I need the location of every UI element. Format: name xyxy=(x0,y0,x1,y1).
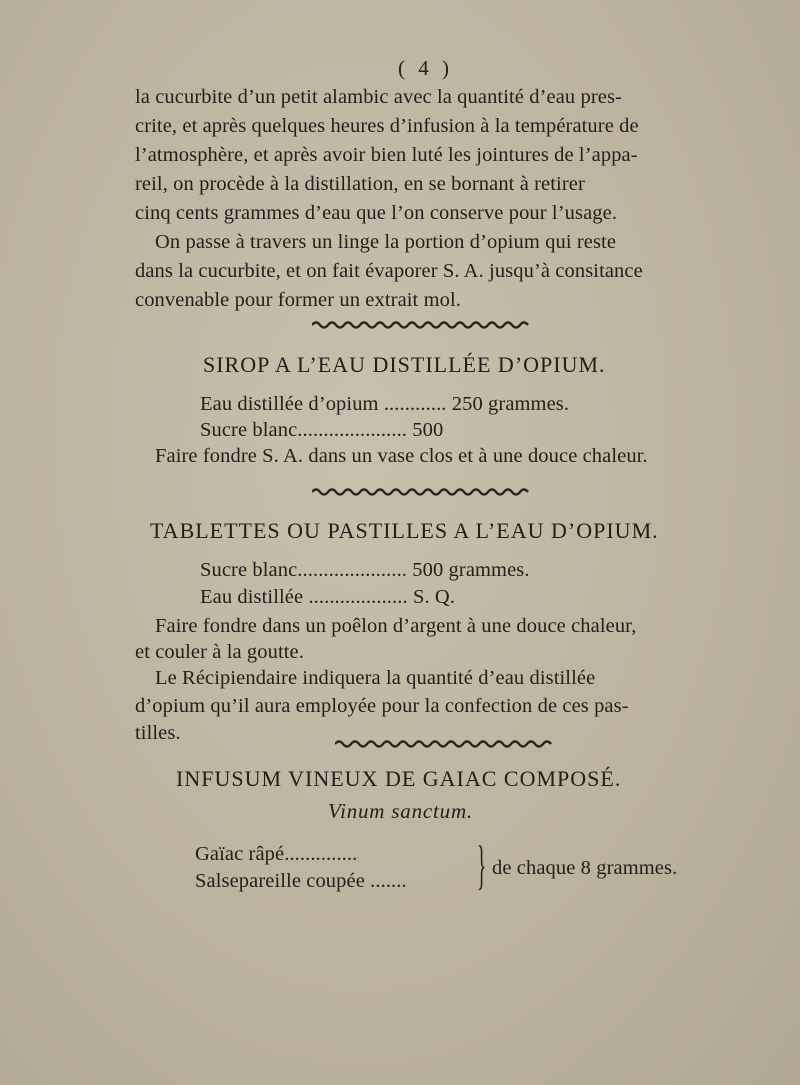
tablettes-text-1: Faire fondre dans un poêlon d’argent à une douce chaleur, xyxy=(155,615,637,637)
section-title-tablettes: TABLETTES OU PASTILLES A L’EAU D’OPIUM. xyxy=(150,518,659,543)
ornamental-rule-3 xyxy=(335,739,553,749)
tablettes-text-3: Le Récipiendaire indiquera la quantité d’eau distillée xyxy=(155,667,596,689)
section-title-infusum: INFUSUM VINEUX DE GAIAC COMPOSÉ. xyxy=(176,766,622,791)
ornamental-rule-2 xyxy=(312,487,530,497)
section-subtitle-vinum: Vinum sanctum. xyxy=(328,799,473,823)
page-number: ( 4 ) xyxy=(398,56,453,80)
intro-line-3: l’atmosphère, et après avoir bien luté les jointures de l’appa- xyxy=(135,144,638,166)
sirop-instruction: Faire fondre S. A. dans un vase clos et à une douce chaleur. xyxy=(155,445,648,467)
grouping-brace: } xyxy=(477,835,487,895)
tablettes-text-2: et couler à la goutte. xyxy=(135,641,304,663)
intro-line-7: dans la cucurbite, et on fait évaporer S. A. jusqu’à consitance xyxy=(135,260,643,282)
intro-line-8: convenable pour former un extrait mol. xyxy=(135,289,461,311)
intro-line-6: On passe à travers un linge la portion d’opium qui reste xyxy=(155,231,617,253)
ingredient-sucre-blanc-2: Sucre blanc..................... 500 grammes. xyxy=(200,559,530,581)
intro-line-5: cinq cents grammes d’eau que l’on conserve pour l’usage. xyxy=(135,202,618,224)
tablettes-text-5: tilles. xyxy=(135,722,181,744)
ingredient-eau-distillee-opium: Eau distillée d’opium ............ 250 grammes. xyxy=(200,393,570,415)
ingredient-gaiac: Gaïac râpé.............. xyxy=(195,843,358,865)
ingredient-salsepareille: Salsepareille coupée ....... xyxy=(195,870,407,892)
section-title-sirop: SIROP A L’EAU DISTILLÉE D’OPIUM. xyxy=(203,352,606,377)
intro-line-4: reil, on procède à la distillation, en se bornant à retirer xyxy=(135,173,585,195)
ornamental-rule-1 xyxy=(312,320,530,330)
ingredient-sucre-blanc-1: Sucre blanc..................... 500 xyxy=(200,419,444,441)
intro-line-2: crite, et après quelques heures d’infusion à la température de xyxy=(135,115,639,137)
intro-line-1: la cucurbite d’un petit alambic avec la quantité d’eau pres- xyxy=(135,86,622,108)
ingredient-eau-distillee: Eau distillée ................... S. Q. xyxy=(200,586,456,608)
brace-label: de chaque 8 grammes. xyxy=(492,857,678,879)
tablettes-text-4: d’opium qu’il aura employée pour la confection de ces pas- xyxy=(135,695,629,717)
